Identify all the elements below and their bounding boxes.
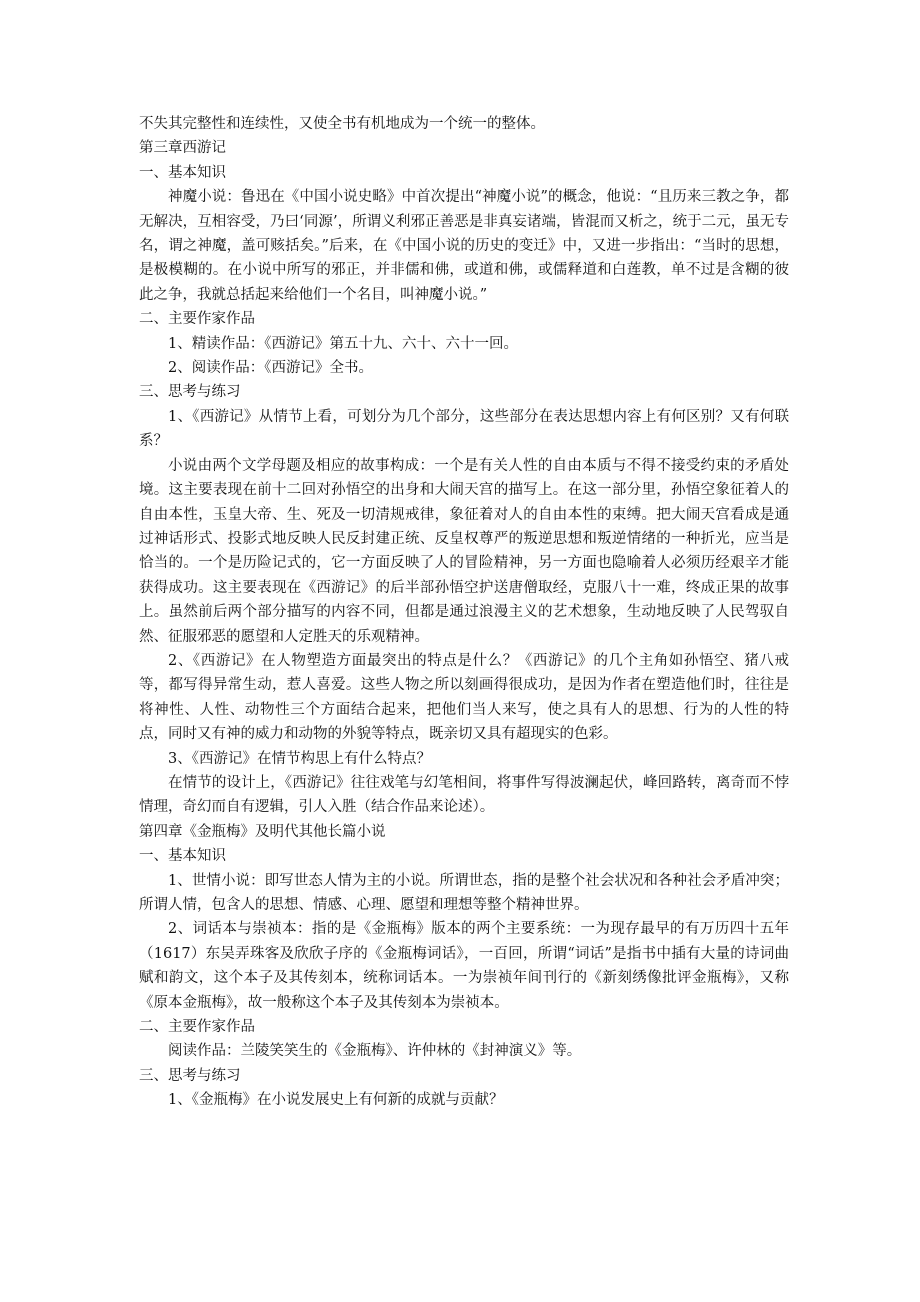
item-reading-works: 阅读作品：兰陵笑笑生的《金瓶梅》、许仲林的《封神演义》等。 <box>168 1043 582 1060</box>
item-general-reading: 2、阅读作品：《西游记》全书。 <box>168 360 373 377</box>
question-3: 3、《西游记》在情节构思上有什么特点？ <box>168 750 431 767</box>
question-1: 1、《西游记》从情节上看，可划分为几个部分，这些部分在表达思想内容上有何区别？又有何联系？ <box>139 408 789 450</box>
section-basic-knowledge-2: 一、基本知识 <box>139 848 226 865</box>
chapter-3-title: 第三章西游记 <box>139 140 226 157</box>
item-intensive-reading: 1、精读作品：《西游记》第五十九、六十、六十一回。 <box>168 335 518 352</box>
paragraph-shenmo-novel: 神魔小说：鲁迅在《中国小说史略》中首次提出“神魔小说”的概念，他说：“且历来三教之争，都无解决，互相容受，乃曰‘同源’，所谓义利邪正善恶是非真妄诸端，皆混而又析之，统于二元，虽无专名，谓之神魔，盖可赅括矣。”后来，在《中国小说的历史的变迁》中，又进一步指出：“当时的思想，是极模糊的。在小说中所写的邪正，并非儒和佛，或道和佛，或儒释道和白莲教，单不过是含糊的彼此之争，我就总括起来给他们一个名目，叫神魔小说。” <box>139 189 789 303</box>
answer-3: 在情节的设计上，《西游记》往往戏笔与幻笔相间，将事件写得波澜起伏，峰回路转，离奇而不悖情理，奇幻而自有逻辑，引人入胜（结合作品来论述）。 <box>139 774 789 816</box>
question-jinpingmei: 1、《金瓶梅》在小说发展史上有何新的成就与贡献？ <box>168 1092 504 1109</box>
section-main-works-2: 二、主要作家作品 <box>139 1019 255 1036</box>
continuation-line: 不失其完整性和连续性，又使全书有机地成为一个统一的整体。 <box>139 116 545 132</box>
question-answer-2: 2、《西游记》在人物塑造方面最突出的特点是什么？《西游记》的几个主角如孙悟空、猪八戒等，都写得异常生动，惹人喜爱。这些人物之所以刻画得很成功，是因为作者在塑造他们时，往往是将神性、人性、动物性三个方面结合起来，把他们当人来写，使之具有人的思想、行为的人性的特点，同时又有神的威力和动物的外貌等特点，既亲切又具有超现实的色彩。 <box>139 652 789 743</box>
section-basic-knowledge: 一、基本知识 <box>139 164 226 181</box>
item-versions: 2、词话本与崇祯本：指的是《金瓶梅》版本的两个主要系统：一为现存最早的有万历四十五年（1617）东吴弄珠客及欣欣子序的《金瓶梅词话》，一百回，所谓“词话”是指书中插有大量的诗词曲赋和韵文，这个本子及其传刻本，统称词话本。一为崇祯年间刊行的《新刻绣像批评金瓶梅》，又称《原本金瓶梅》，故一般称这个本子及其传刻本为崇祯本。 <box>139 921 789 1011</box>
chapter-4-title: 第四章《金瓶梅》及明代其他长篇小说 <box>139 823 386 840</box>
section-exercises-2: 三、思考与练习 <box>139 1067 241 1084</box>
answer-1: 小说由两个文学母题及相应的故事构成：一个是有关人性的自由本质与不得不接受约束的矛盾处境。这主要表现在前十二回对孙悟空的出身和大闹天宫的描写上。在这一部分里，孙悟空象征着人的自由本性，玉皇大帝、生、死及一切清规戒律，象征着对人的自由本性的束缚。把大闹天宫看成是通过神话形式、投影式地反映人民反封建正统、反皇权尊严的叛逆思想和叛逆情绪的一种折光，应当是恰当的。一个是历险记式的，它一方面反映了人的冒险精神，另一方面也隐喻着人必须历经艰辛才能获得成功。这主要表现在《西游记》的后半部孙悟空护送唐僧取经，克服八十一难，终成正果的故事上。虽然前后两个部分描写的内容不同，但都是通过浪漫主义的艺术想象，生动地反映了人民驾驭自然、征服邪恶的愿望和人定胜天的乐观精神。 <box>139 457 789 645</box>
document-page <box>139 112 789 1113</box>
item-shiqing-novel: 1、世情小说：即写世态人情为主的小说。所谓世态，指的是整个社会状况和各种社会矛盾冲突；所谓人情，包含人的思想、情感、心理、愿望和理想等整个精神世界。 <box>139 872 789 913</box>
section-main-works: 二、主要作家作品 <box>139 311 255 328</box>
section-exercises: 三、思考与练习 <box>139 384 241 401</box>
